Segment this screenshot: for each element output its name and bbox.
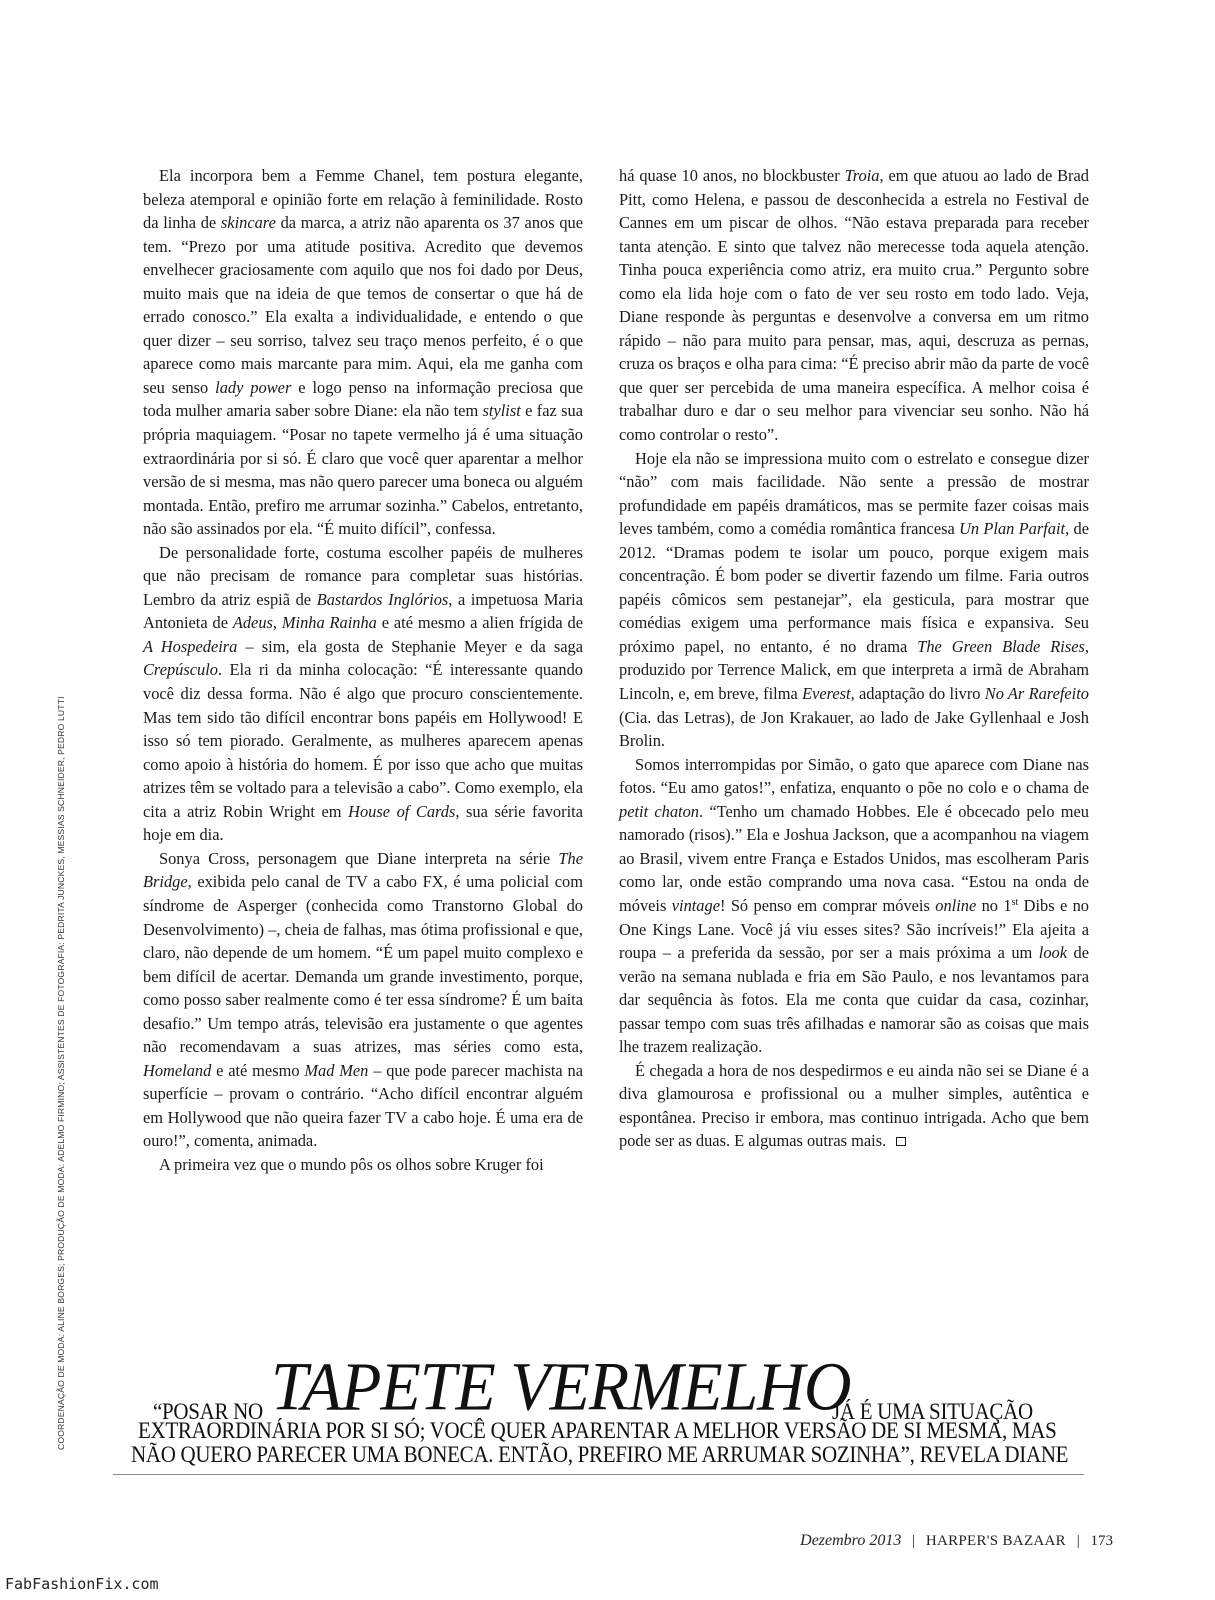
paragraph-text: e até mesmo: [211, 1060, 305, 1080]
paragraph-text: da marca, a atriz não aparenta os 37 anos que tem. “Prezo por uma atitude positiva. Acredito que devemos envelhecer graciosamente com aquilo que nos foi dado por Deus, muito mais que na ideia de que temos de consertar o que há de errado conosco.” Ela exalta a individualidade, e entendo o que quer dizer – seu sorriso, talvez seu traço menos perfeito, é o que aparece como mais marcante para mim. Aqui, ela me ganha com seu senso: [143, 213, 583, 397]
pull-quote-emphasis: TAPETE VERMELHO: [271, 1348, 851, 1426]
italic-title: stylist: [482, 401, 521, 421]
italic-title: Homeland: [143, 1060, 212, 1080]
article-column-left: [143, 164, 583, 1177]
magazine-name: HARPER'S BAZAAR: [925, 1533, 1066, 1549]
superscript: st: [1011, 896, 1019, 908]
paragraph-text: Hoje ela não se impressiona muito com o estrelato e consegue dizer “não” com mais facilidade. Não sente a pressão de mostrar profundidade em papéis dramáticos, mas se permite fazer coisas mais leves também, como a comédia romântica francesa: [619, 448, 1089, 539]
footer-separator: |: [912, 1533, 916, 1549]
paragraph-text: , sua série favorita hoje em dia.: [143, 801, 583, 845]
italic-title: The Green Blade Rises: [917, 636, 1085, 656]
italic-title: vintage: [671, 895, 720, 915]
italic-title: The Bridge: [143, 848, 583, 892]
pull-quote-pre: “POSAR NO: [153, 1397, 263, 1425]
paragraph-text: – que pode parecer machista na superfície – provam o contrário. “Acho difícil encontrar alguém em Hollywood que não queira fazer TV a cabo hoje. É uma era de ouro!”, comenta, animada.: [143, 1060, 584, 1151]
italic-title: lady power: [215, 377, 292, 397]
italic-title: House of Cards: [348, 801, 456, 821]
italic-title: petit chaton: [619, 801, 699, 821]
paragraph-text: há quase 10 anos, no blockbuster: [619, 166, 845, 185]
paragraph-text: Dibs e no One Kings Lane. Você já viu esses sites? São incríveis!” Ela ajeita a roupa – a preferida da sessão, por ser a mais próxima a um: [619, 895, 1089, 963]
article-paragraph: [143, 1153, 583, 1177]
paragraph-text: , a impetuosa Maria Antonieta de: [143, 589, 583, 633]
paragraph-text: É chegada a hora de nos despedirmos e eu ainda não sei se Diane é a diva glamourosa e profissional ou a mulher simples, autêntica e espontânea. Preciso ir embora, mas continuo intrigada. Acho que bem pode ser as duas. E algumas outras mais.: [619, 1060, 1089, 1151]
paragraph-text: , adaptação do livro: [850, 684, 985, 704]
italic-title: A Hospedeira: [143, 636, 238, 656]
pull-quote-post: JÁ É UMA SITUAÇÃO: [832, 1397, 1033, 1425]
paragraph-text: de verão na semana nublada e fria em São Paulo, e nos levantamos para dar sequência às fotos. Ela me conta que cuidar da casa, cozinhar, passar tempo com suas três afilhadas e namorar são as coisas que mais lhe trazem realização.: [619, 943, 1089, 1057]
paragraph-text: , em que atuou ao lado de Brad Pitt, como Helena, e passou de desconhecida a estrela no Festival de Cannes em um piscar de olhos. “Não estava preparada para receber tanta atenção. E sinto que talvez não merecesse toda aquela atenção. Tinha pouca experiência como atriz, era muito crua.” Pergunto sobre como ela lida hoje com o fato de ver seu rosto em todo lado. Veja, Diane responde às perguntas e desenvolve a conversa em um ritmo rápido – não para muito para pensar, mas, aqui, descruza as pernas, cruza os braços e olha para cima: “É preciso abrir mão da parte de você que quer ser percebida de uma maneira específica. A melhor coisa é trabalhar duro e dar o seu melhor para vivenciar seu sonho. Não há como controlar o resto”.: [619, 166, 1089, 445]
article-paragraph: [619, 1059, 1089, 1153]
paragraph-text: , exibida pelo canal de TV a cabo FX, é uma policial com síndrome de Asperger (conhecida como Transtorno Global do Desenvolvimento) –, cheia de falhas, mas ótima profissional e que, claro, não depende de um homem. “É um papel muito complexo e bem difícil de acertar. Demanda um grande investimento, porque, como posso saber realmente como é ter essa síndrome? É um baita desafio.” Um tempo atrás, televisão era justamente o que agentes não recomendavam a suas atrizes, mas séries como esta,: [143, 872, 583, 1057]
paragraph-text: – sim, ela gosta de Stephanie Meyer e da saga: [237, 636, 584, 656]
paragraph-text: ! Só penso em comprar móveis: [719, 895, 936, 915]
photo-credits: COORDENAÇÃO DE MODA: ALINE BORGES; PRODUÇÃO DE MODA: ADELMO FIRMINO; ASSISTENTES DE FOTOGRAFIA: PEDRITA JUNCKES, MESSIAS SCHNEIDER, PEDRO LUTTI: [56, 696, 66, 1450]
divider-rule: [113, 1474, 1084, 1475]
paragraph-text: Sonya Cross, personagem que Diane interpreta na série: [159, 848, 559, 868]
paragraph-text: A primeira vez que o mundo pôs os olhos sobre Kruger foi: [159, 1154, 544, 1174]
italic-title: look: [1038, 943, 1068, 963]
paragraph-text: e faz sua própria maquiagem. “Posar no tapete vermelho já é uma situação extraordinária por si só. É claro que você quer aparentar a melhor versão de si mesma, mas não quero parecer uma boneca ou alguém montada. Então, prefiro me arrumar sozinha.” Cabelos, entretanto, não são assinados por ela. “É muito difícil”, confessa.: [143, 401, 583, 539]
paragraph-text: . Ela ri da minha colocação: “É interessante quando você diz dessa forma. Não é algo que procuro conscientemente. Mas tem sido tão difícil encontrar bons papéis em Hollywood! E isso só tem piorado. Geralmente, as mulheres aparecem apenas como apoio à história do homem. É por isso que acho que muitas atrizes têm se voltado para a televisão a cabo”. Como exemplo, ela cita a atriz Robin Wright em: [143, 660, 583, 821]
article-paragraph: [143, 164, 583, 541]
italic-title: Un Plan Parfait: [959, 519, 1066, 539]
italic-title: No Ar Rarefeito: [984, 684, 1089, 704]
italic-title: Mad Men: [304, 1060, 369, 1080]
italic-title: Bastardos Inglórios: [316, 589, 449, 609]
pull-quote-line-2: EXTRAORDINÁRIA POR SI SÓ; VOCÊ QUER APARENTAR A MELHOR VERSÃO DE SI MESMA, MAS: [138, 1416, 1057, 1444]
paragraph-text: , de 2012. “Dramas podem te isolar um pouco, porque exigem mais concentração. É bom poder se divertir fazendo um filme. Faria outros papéis cômicos sem pestanejar”, ela gesticula, para mostrar que comédias exigem uma performance mais física e expansiva. Seu próximo papel, no entanto, é no drama: [619, 519, 1089, 656]
footer-separator: |: [1076, 1533, 1080, 1549]
italic-title: Everest: [802, 684, 851, 704]
paragraph-text: no 1: [976, 895, 1012, 915]
paragraph-text: e até mesmo a alien frígida de: [376, 613, 583, 633]
end-of-article-icon: [896, 1137, 906, 1146]
italic-title: Troia: [844, 166, 880, 185]
article-column-right: [619, 164, 1089, 1153]
article-paragraph: [619, 753, 1089, 1059]
article-paragraph: [143, 847, 583, 1153]
paragraph-text: (Cia. das Letras), de Jon Krakauer, ao lado de Jake Gyllenhaal e Josh Brolin.: [619, 707, 1089, 751]
italic-title: Crepúsculo: [143, 660, 218, 680]
paragraph-text: Ela incorpora bem a Femme Chanel, tem postura elegante, beleza atemporal e opinião forte em relação à feminilidade. Rosto da linha de: [143, 166, 583, 233]
page-number: 173: [1090, 1533, 1113, 1549]
italic-title: skincare: [220, 213, 276, 233]
italic-title: online: [935, 895, 977, 915]
page-footer: [800, 1532, 1113, 1550]
paragraph-text: . “Tenho um chamado Hobbes. Ele é obcecado pelo meu namorado (risos).” Ela e Joshua Jackson, que a acompanhou na viagem ao Brasil, vivem entre França e Estados Unidos, mas escolheram Paris como lar, onde estão comprando uma nova casa. “Estou na onda de móveis: [619, 801, 1090, 915]
paragraph-text: De personalidade forte, costuma escolher papéis de mulheres que não precisam de romance para completar suas histórias. Lembro da atriz espiã de: [143, 542, 583, 609]
paragraph-text: Somos interrompidas por Simão, o gato que aparece com Diane nas fotos. “Eu amo gatos!”, enfatiza, enquanto o põe no colo e o chama de: [619, 754, 1089, 798]
issue-date: Dezembro 2013: [800, 1532, 902, 1549]
pull-quote-line-3: NÃO QUERO PARECER UMA BONECA. ENTÃO, PREFIRO ME ARRUMAR SOZINHA”, REVELA DIANE: [131, 1440, 1069, 1468]
article-paragraph: [143, 541, 583, 847]
pull-quote: [130, 1348, 1090, 1468]
paragraph-text: e logo penso na informação preciosa que toda mulher amaria saber sobre Diane: ela não tem: [143, 377, 583, 421]
article-paragraph: [619, 164, 1089, 447]
watermark: FabFashionFix.com: [5, 1575, 159, 1593]
italic-title: Adeus, Minha Rainha: [232, 613, 377, 633]
paragraph-text: , produzido por Terrence Malick, em que interpreta a irmã de Abraham Lincoln, e, em breve, filma: [619, 636, 1090, 704]
article-paragraph: [619, 447, 1089, 753]
